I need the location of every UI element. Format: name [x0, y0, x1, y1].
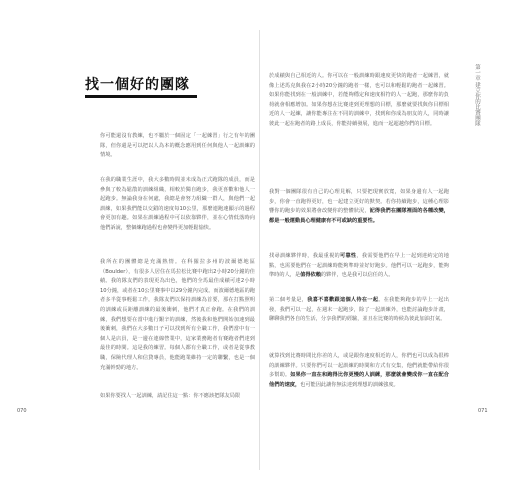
right-paragraph-2: 我對一個團隊很有自己的心理見解，只要把現實放寬，如果身邊有人一起跑步，你會一直跑得更好，也一起建立更好的默契。若你持續跑步，這種心理影響你的跑步的效果將會改變你的整體狀況，記得我們在團隊裡面的各種改變，都是一般運動員心理健康有不可或缺的重要性。 — [269, 189, 449, 224]
left-page-number: 070 — [17, 408, 27, 414]
book-spine — [259, 30, 260, 470]
running-header: 第一章 建立你的比賽團隊 — [474, 64, 480, 127]
right-paragraph-1: 於成績與自己相近的人。你可以在一般訓練時跟速度更快的跑者一起練習，就像上述馬克與我在2小時20分鐘的跑者一樣，也可以和輕鬆的跑者一起練習。如果你能找到在一般訓練中，若能夠穩定和速度相符的人一起跑，那麼你的負荷就會相應增加。如果你想在比賽達到更理想的目標，那麼就要找與你目標相近的人一起練，讓你能專注在不同的訓練中，找到和你成為朋友的人，同時讓彼此一起在跑者的路上成長，你能持續發展，進而一起超越你們的目標。 — [269, 73, 449, 127]
chapter-section-title: 找一個好的團隊 — [85, 77, 190, 93]
right-paragraph-3: 找尋訓練夥伴時，我最重視的可靠性，我需要他們在早上一起到達約定的地點，也需要他們在一起訓練時能夠準時並好好跑步。他們可以一起跑步，能夠準時的人，是值得依賴的夥伴，也是我可以信任的人。 — [269, 253, 449, 279]
right-paragraph-4: 第二個考量是，我喜不喜歡跟這個人待在一起。在我能夠跑步的早上一起出發，我們可以一起，在週末一起跑步，除了一起訓練外，也能討論跑步計畫，聊聊我們各自的生活，分享我們的經驗，並且在比賽的時候為彼此加油打氣。 — [269, 297, 449, 323]
left-paragraph-1: 你可能還沒有教練，也不屬於一個固定「一起練習」行之有年的團隊，但你還是可以把以人為本的概念應用到任何與他人一起訓練的情境。 — [100, 133, 255, 159]
left-paragraph-2: 在我的職業生涯中，我大多數時間並未成為正式跑隊的成員，而是參與了較為鬆散的訓練組織，相較於獨自跑步，我更喜歡和他人一起跑步。無論我身在何處，我總是會努力組織一群人，與他們一起訓練，如果我們能以交錯的速度每10公里，那麼連跑速顯示的過程會更加有趣。如果在訓練過程中可以依靠夥伴，並在心情低落時向他們訴說，整個練跑過程也會變得更加輕鬆愉快。 — [100, 177, 255, 231]
title-underline — [85, 95, 197, 98]
left-paragraph-3: 我所在的團體總是充滿熱情。在科羅拉多州的波爾德地區（Boulder），有很多人居住在馬拉松比賽中跑出2小時20分鐘的佳績。我的隊友們的表現更為出色，他們的全馬最佳成績可達2小時10分鐘，或者在10公里賽事中以29分鐘內完成。而波爾德地區的跑者多半從事輕鬆工作，我隊友們以保持訓練為首要，那在打點照明的訓練或長距離訓練的最後衝刺，他們才真正會跑。在我們的訓練，我們想要在當中進行艱辛的訓練，然後我和他們開始加速到最後衝刺，我們在大多數日子可以找到所有全職工作，我們當中有一個人是店員，是一邊在連線營業中，這家業務跑者有賽跑者們達到最佳的時間。這是我的練習。每個人都有全職工作，或者是從事教職，保險代理人和信貸專員，他能跑業維持一定的聯繫，也是一個充滿幹勁的地方。 — [100, 259, 255, 371]
right-page-number: 071 — [478, 408, 488, 414]
right-paragraph-5: 就算找到比賽時間比你差的人，或是跟你速度相近的人，你們也可以成為很棒的訓練夥伴。只要你們可以一起訓練的時間和方式有交集，他們就能帶給你很多幫助。如果你一直在和跑得比你更慢的人訓練，那麼就會變成你一直在配合他們的速度，也可能因此讓你無法達到理想的訓練強度。 — [269, 353, 449, 388]
left-paragraph-4: 如果你要找人一起訓練，請記住這一點：你不應該把隊友局限 — [100, 393, 241, 399]
